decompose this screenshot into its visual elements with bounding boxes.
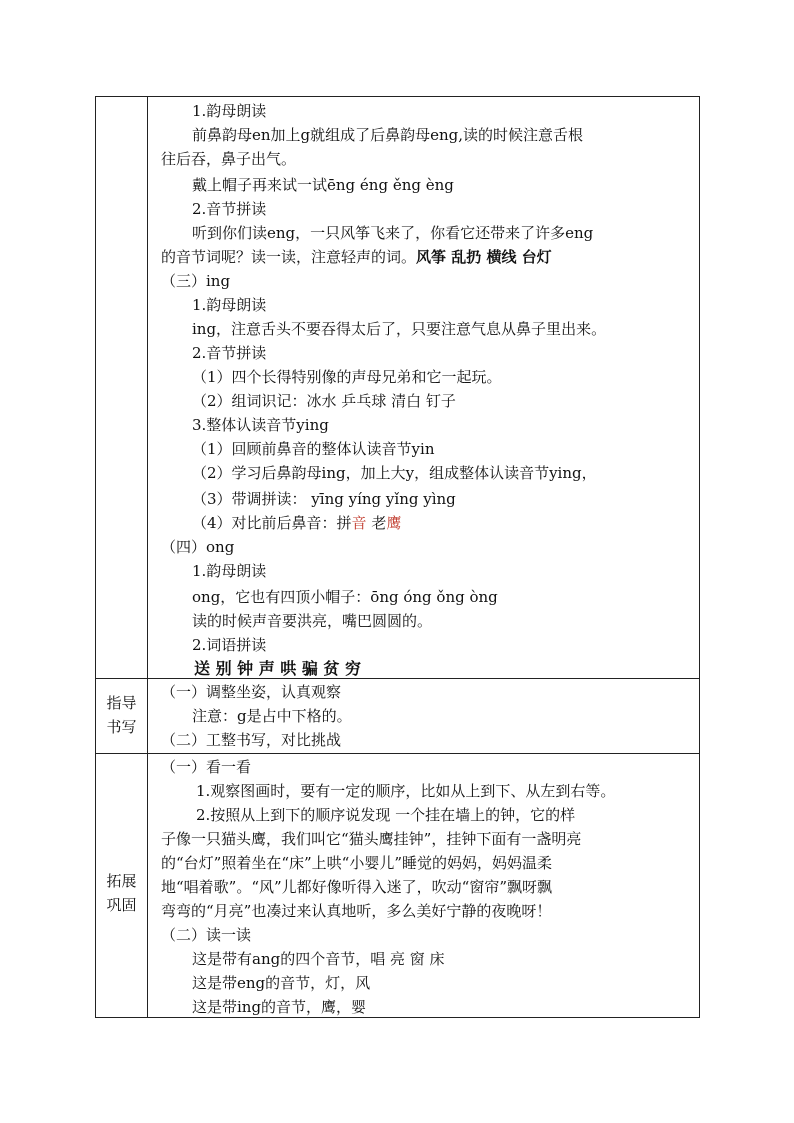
- text-line: 这是带有ang的四个音节，唱 亮 窗 床: [192, 950, 445, 968]
- text-line: （3）带调拼读： yīng yíng yǐng yìng: [192, 490, 456, 508]
- word-list: 送 别 钟 声 哄 骗 贫 穷: [194, 659, 361, 678]
- text-line: 前鼻韵母en加上g就组成了后鼻韵母eng,读的时候注意舌根: [192, 126, 584, 144]
- text-line: [161, 247, 552, 267]
- text-line: （1）回顾前鼻音的整体认读音节yin: [192, 440, 435, 458]
- label-line: 拓展: [106, 872, 137, 890]
- section-heading: （二）读一读: [161, 926, 252, 944]
- text-line: （2）组词识记：冰水 乒乓球 清白 钉子: [192, 392, 456, 410]
- text-line: 听到你们读eng，一只风筝飞来了，你看它还带来了许多eng: [192, 224, 594, 242]
- section-heading: （四）ong: [161, 538, 235, 556]
- bold-words: 风筝 乱扔 横线 台灯: [416, 248, 552, 266]
- red-char: 鹰: [386, 514, 402, 532]
- text-line: 的“台灯”照着坐在“床”上哄“小婴儿”睡觉的妈妈，妈妈温柔: [161, 854, 553, 872]
- text-line: 2.按照从上到下的顺序说发现 一个挂在墙上的钟，它的样: [196, 806, 576, 824]
- section-heading: （三）ing: [161, 272, 231, 290]
- text-line: 3.整体认读音节ying: [192, 416, 329, 434]
- text-line: 1.韵母朗读: [192, 562, 267, 580]
- red-char: 音: [351, 514, 367, 532]
- text-line: 弯弯的“月亮”也凑过来认真地听，多么美好宁静的夜晚呀！: [161, 902, 552, 920]
- text-line: ong，它也有四顶小帽子：ōng óng ǒng òng: [192, 588, 498, 606]
- text-line: （一）看一看: [161, 758, 252, 776]
- text-line: 这是带eng的音节，灯，风: [192, 974, 371, 992]
- text-line: 往后吞，鼻子出气。: [161, 150, 297, 168]
- text-line-part: （4）对比前后鼻音：拼: [192, 514, 352, 532]
- text-line: （2）学习后鼻韵母ing，加上大y，组成整体认读音节ying，: [192, 464, 597, 482]
- lesson-table: [95, 96, 700, 1018]
- text-line: 2.音节拼读: [192, 344, 267, 362]
- text-line: （1）四个长得特别像的声母兄弟和它一起玩。: [192, 368, 502, 386]
- text-line: 1.韵母朗读: [192, 296, 267, 314]
- text-line: ing，注意舌头不要吞得太后了，只要注意气息从鼻子里出来。: [192, 320, 607, 338]
- text-line: （二）工整书写，对比挑战: [161, 731, 342, 749]
- row-label-writing: [96, 691, 147, 739]
- label-line: 书写: [106, 718, 137, 736]
- text-line: 1.韵母朗读: [192, 102, 267, 120]
- text-line: 注意：g是占中下格的。: [192, 707, 352, 725]
- label-line: 巩固: [106, 896, 137, 914]
- text-line: 戴上帽子再来试一试ēng éng ěng èng: [192, 176, 454, 194]
- row-label-extension: [96, 869, 147, 917]
- label-line: 指导: [106, 694, 137, 712]
- row-divider: [96, 753, 699, 754]
- text-line: 2.音节拼读: [192, 200, 267, 218]
- text-line: 这是带ing的音节，鹰，婴: [192, 998, 367, 1016]
- text-line: 读的时候声音要洪亮，嘴巴圆圆的。: [192, 612, 433, 630]
- text-line: 2.词语拼读: [192, 636, 267, 654]
- text-line: （一）调整坐姿，认真观察: [161, 683, 342, 701]
- text-line: 地“唱着歌”。“风”儿都好像听得入迷了，吹动“窗帘”飘呀飘: [161, 878, 553, 896]
- text-line-part: 老: [366, 514, 387, 532]
- text-line-part: 的音节词呢？读一读，注意轻声的词。: [161, 248, 417, 266]
- text-line: [192, 513, 401, 533]
- column-divider: [147, 97, 148, 1017]
- row-divider: [96, 678, 699, 679]
- text-line: 1.观察图画时，要有一定的顺序，比如从上到下、从左到右等。: [196, 782, 616, 800]
- text-line: 子像一只猫头鹰，我们叫它“猫头鹰挂钟”，挂钟下面有一盏明亮: [161, 830, 582, 848]
